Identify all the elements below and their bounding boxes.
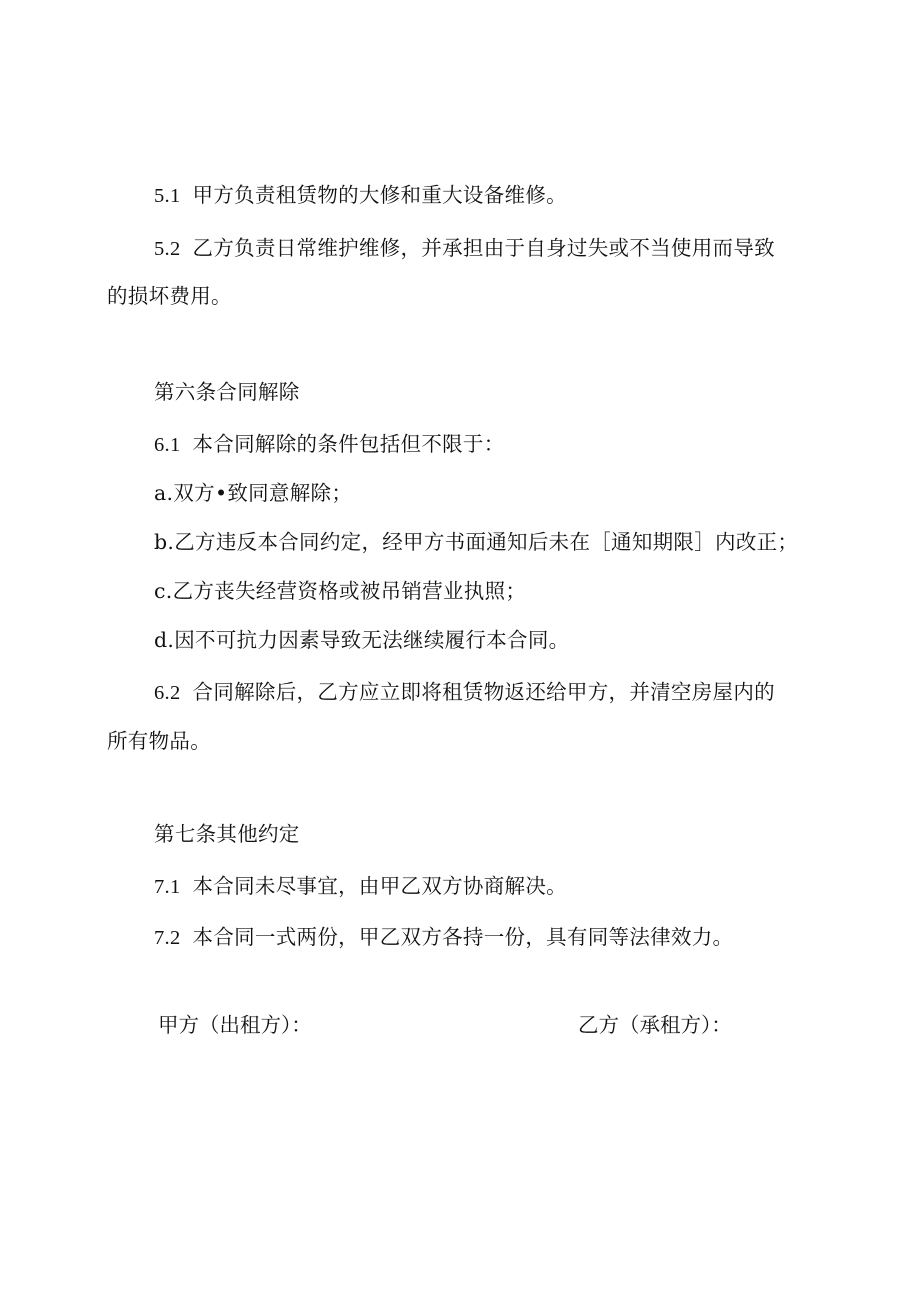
clause-6-2-line-1 [0, 679, 920, 706]
section-6-heading [0, 379, 920, 405]
section-heading: 第七条其他约定 [154, 822, 300, 846]
clause-6-1 [0, 431, 920, 458]
section-heading: 第六条合同解除 [154, 380, 300, 404]
clause-number: 7.2 [154, 927, 181, 949]
clause-number: 6.1 [154, 434, 181, 456]
condition-c [0, 578, 920, 604]
clause-text: 本合同未尽事宜，由甲乙双方协商解决。 [192, 874, 567, 898]
condition-text: d.因不可抗力因素导致无法继续履行本合同。 [154, 628, 570, 652]
clause-number: 5.1 [154, 185, 181, 207]
signature-party-b: 乙方（承租方）： [578, 1013, 732, 1037]
section-7-heading [0, 821, 920, 847]
signature-party-a: 甲方（出租方）： [158, 1013, 312, 1037]
condition-d [0, 627, 920, 653]
clause-text: 本合同一式两份，甲乙双方各持一份，具有同等法律效力。 [192, 925, 734, 949]
condition-text: a.双方•致同意解除； [154, 481, 353, 505]
condition-a [0, 480, 920, 506]
clause-number: 6.2 [154, 682, 181, 704]
clause-text: 所有物品。 [107, 729, 211, 753]
condition-b [0, 529, 920, 555]
clause-5-2-line-2 [0, 283, 920, 309]
clause-5-2-line-1 [0, 235, 920, 262]
clause-text: 甲方负责租赁物的大修和重大设备维修。 [192, 183, 567, 207]
clause-7-1 [0, 873, 920, 900]
condition-text: b.乙方违反本合同约定，经甲方书面通知后未在［通知期限］内改正； [154, 530, 799, 554]
clause-text: 本合同解除的条件包括但不限于： [192, 432, 505, 456]
condition-text: c.乙方丧失经营资格或被吊销营业执照； [154, 579, 527, 603]
clause-text: 的损坏费用。 [107, 284, 232, 308]
clause-5-1 [0, 182, 920, 209]
clause-number: 5.2 [154, 238, 181, 260]
clause-text: 合同解除后，乙方应立即将租赁物返还给甲方，并清空房屋内的 [192, 680, 775, 704]
clause-text: 乙方负责日常维护维修，并承担由于自身过失或不当使用而导致 [192, 236, 775, 260]
clause-7-2 [0, 924, 920, 951]
clause-number: 7.1 [154, 876, 181, 898]
clause-6-2-line-2 [0, 728, 920, 754]
